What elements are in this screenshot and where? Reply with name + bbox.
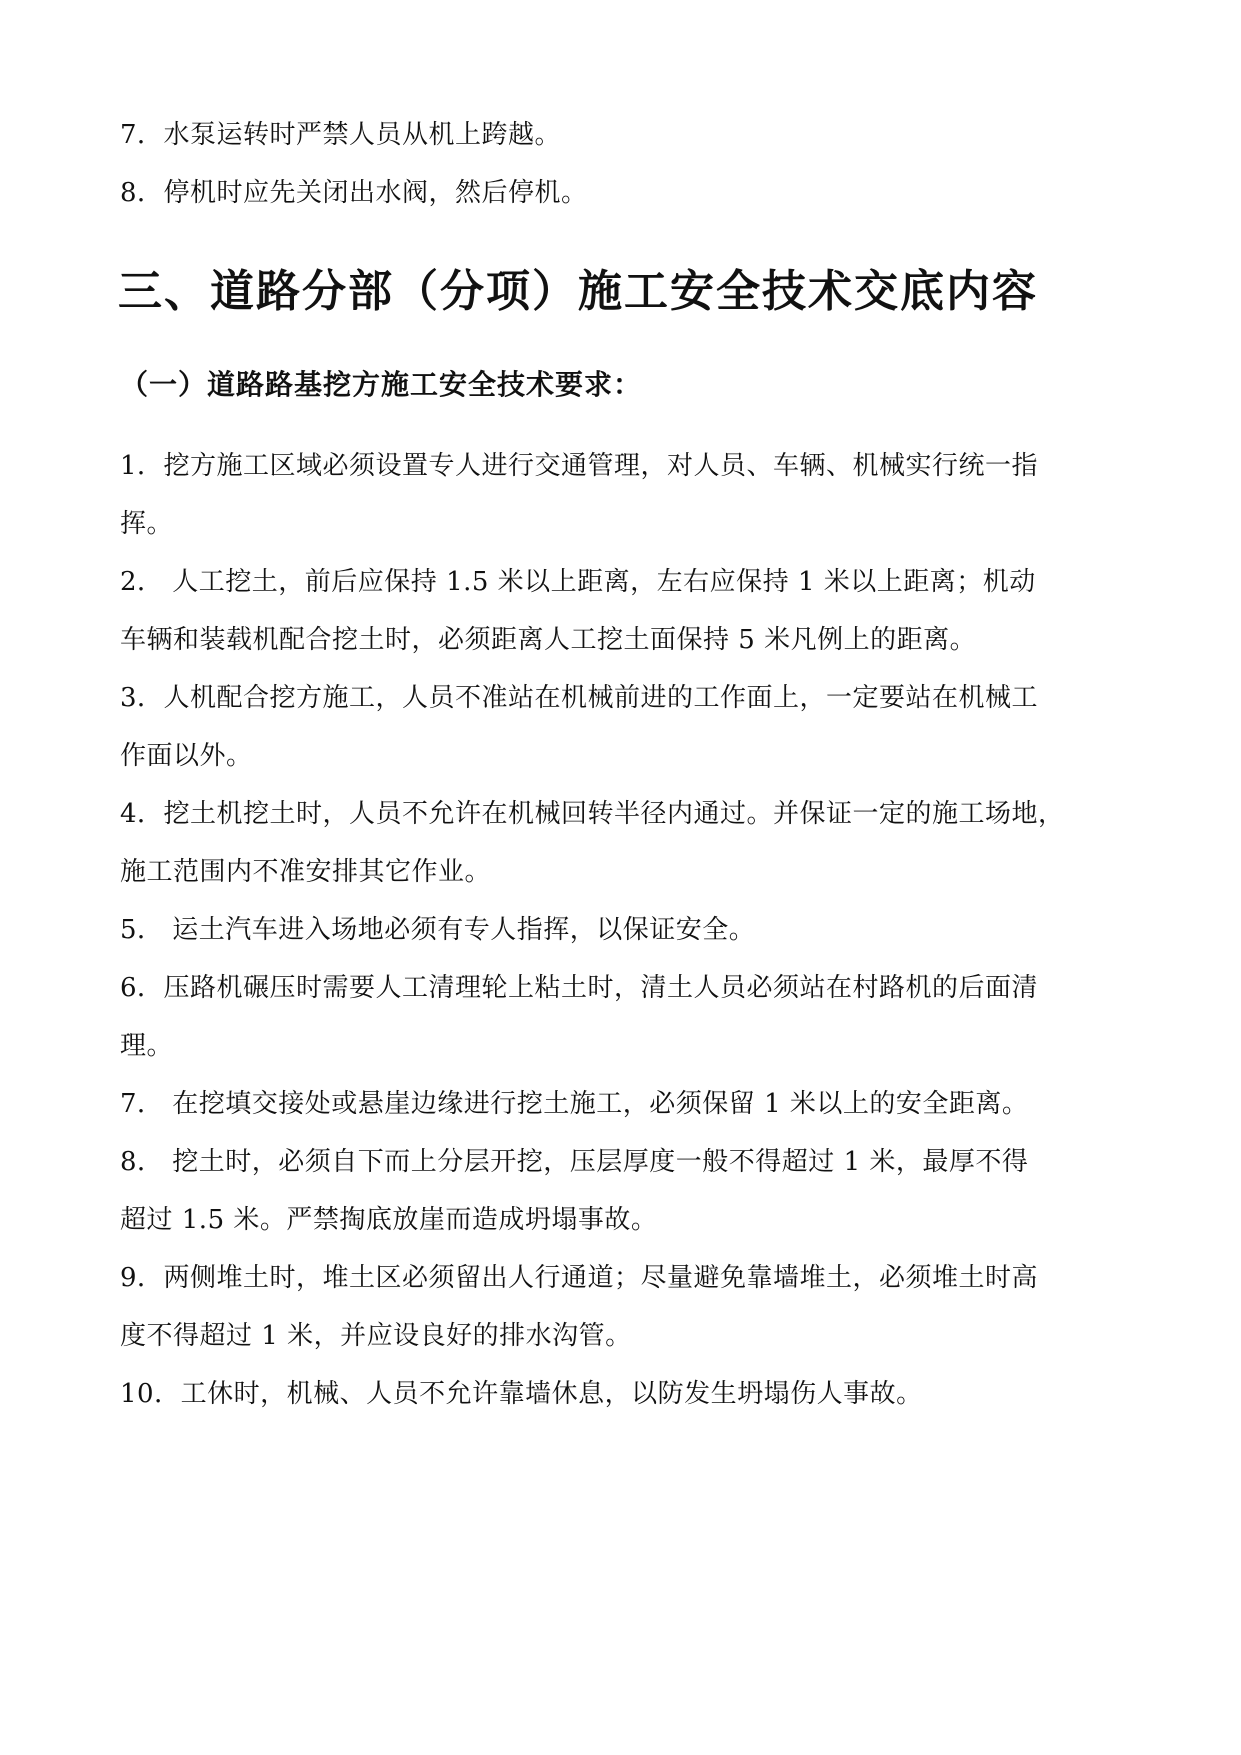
list-item-6-line2: 理。 — [120, 1031, 174, 1061]
list-item-4-line1: 4．挖土机挖土时，人员不允许在机械回转半径内通过。并保证一定的施工场地， — [120, 799, 1065, 829]
list-item-3-line1: 3．人机配合挖方施工，人员不准站在机械前进的工作面上，一定要站在机械工 — [120, 683, 1039, 713]
list-item-4-line2: 施工范围内不准安排其它作业。 — [120, 857, 492, 887]
list-item-6-line1: 6．压路机碾压时需要人工清理轮上粘土时，清土人员必须站在村路机的后面清 — [120, 973, 1039, 1003]
subsection-heading: （一）道路路基挖方施工安全技术要求： — [120, 368, 643, 401]
list-item-3-line2: 作面以外。 — [120, 741, 253, 771]
list-item-7-pump: 7．水泵运转时严禁人员从机上跨越。 — [120, 120, 562, 150]
section-heading: 三、道路分部（分项）施工安全技术交底内容 — [118, 266, 1038, 317]
list-item-8-line2: 超过 1.5 米。严禁掏底放崖而造成坍塌事故。 — [120, 1205, 658, 1235]
list-item-8-line1: 8． 挖土时，必须自下而上分层开挖，压层厚度一般不得超过 1 米，最厚不得 — [120, 1147, 1029, 1177]
list-item-1-line1: 1．挖方施工区域必须设置专人进行交通管理，对人员、车辆、机械实行统一指 — [120, 451, 1039, 481]
list-item-9-line1: 9．两侧堆土时，堆土区必须留出人行通道；尽量避免靠墙堆土，必须堆土时高 — [120, 1263, 1039, 1293]
list-item-7: 7． 在挖填交接处或悬崖边缘进行挖土施工，必须保留 1 米以上的安全距离。 — [120, 1089, 1029, 1119]
list-item-9-line2: 度不得超过 1 米，并应设良好的排水沟管。 — [120, 1321, 632, 1351]
list-item-2-line1: 2． 人工挖土，前后应保持 1.5 米以上距离，左右应保持 1 米以上距离；机动 — [120, 567, 1036, 597]
list-item-2-line2: 车辆和装载机配合挖土时，必须距离人工挖土面保持 5 米凡例上的距离。 — [120, 625, 977, 655]
list-item-5: 5． 运土汽车进入场地必须有专人指挥，以保证安全。 — [120, 915, 756, 945]
list-item-10: 10．工休时，机械、人员不允许靠墙休息，以防发生坍塌伤人事故。 — [120, 1379, 923, 1409]
list-item-8-stop: 8．停机时应先关闭出水阀，然后停机。 — [120, 178, 588, 208]
list-item-1-line2: 挥。 — [120, 509, 174, 539]
